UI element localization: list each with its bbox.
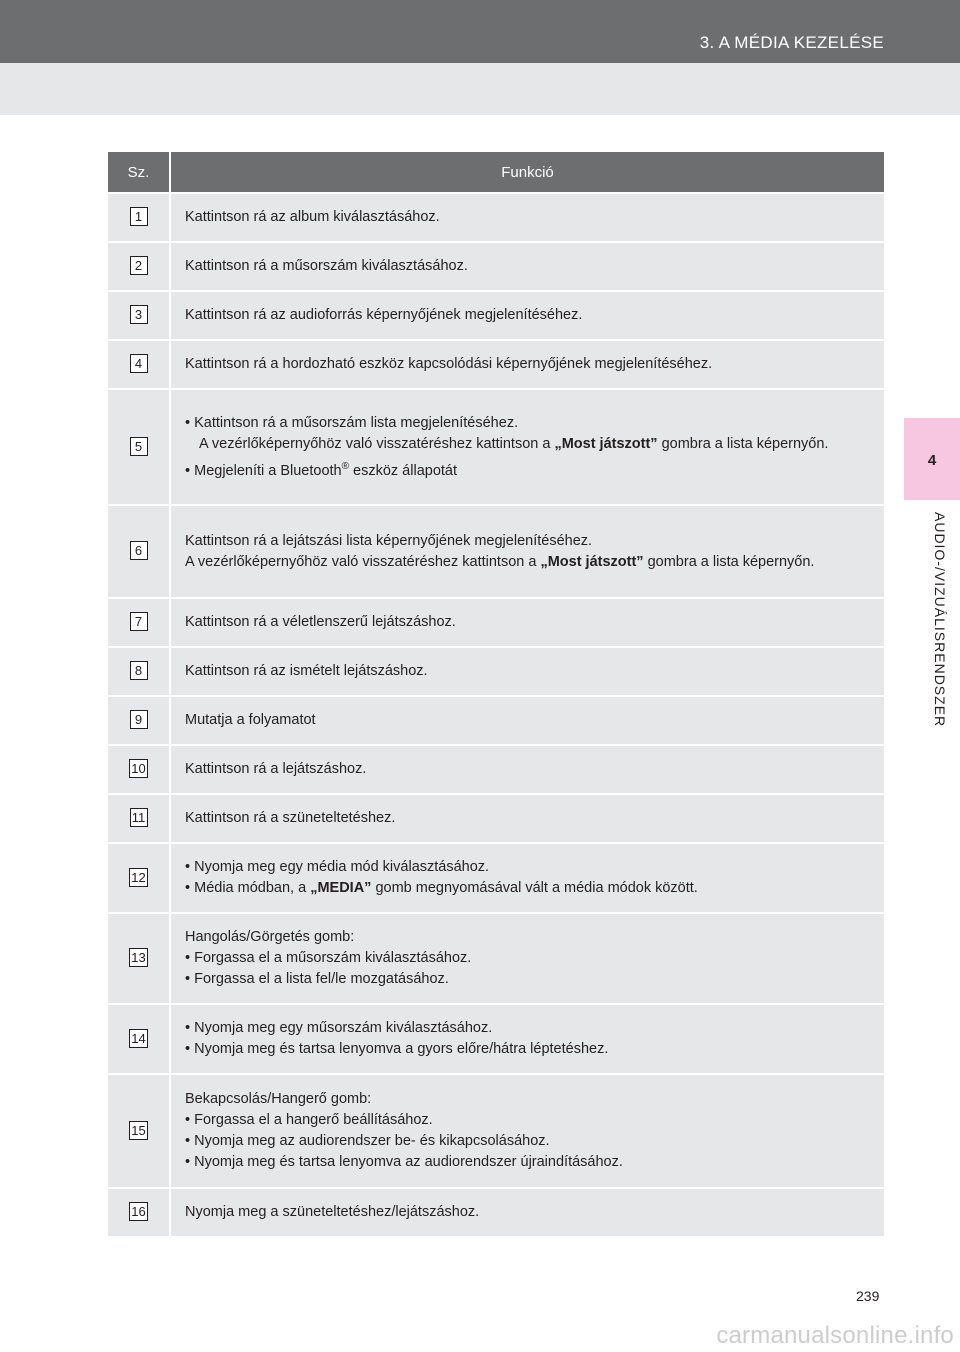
row-text: Nyomja meg a szüneteltetéshez/lejátszáshoz. xyxy=(185,1204,480,1220)
bullet-item: • Forgassa el a lista fel/le mozgatásához. xyxy=(185,971,449,987)
row-number-badge: 10 xyxy=(131,761,146,776)
table-row xyxy=(108,505,884,598)
row-number-badge: 6 xyxy=(130,541,148,560)
bullet-item: • Nyomja meg és tartsa lenyomva a gyors előre/hátra léptetéshez. xyxy=(185,1041,609,1057)
row-number-badge: 9 xyxy=(130,710,148,729)
function-table xyxy=(108,152,884,1236)
chapter-number: 4 xyxy=(927,452,937,469)
watermark: carmanualsonline.info xyxy=(716,1322,954,1349)
table-row xyxy=(108,913,884,1004)
row-number-badge: 14 xyxy=(131,1030,146,1046)
bullet-item: • Média módban, a „MEDIA” gomb megnyomásával vált a média módok között. xyxy=(185,880,698,896)
table-row xyxy=(108,242,884,291)
chapter-label: AUDIO-/VIZUÁLISRENDSZER xyxy=(932,512,948,728)
row-number-badge: 4 xyxy=(130,354,148,373)
row-number-badge: 8 xyxy=(130,661,148,680)
bullet-item: • Nyomja meg az audiorendszer be- és kikapcsolásához. xyxy=(185,1133,550,1149)
row-text-continued: A vezérlőképernyőhöz való visszatéréshez kattintson a „Most játszott” gombra a lista képernyőn. xyxy=(185,553,815,570)
table-row xyxy=(108,193,884,242)
bullet-item: • Forgassa el a hangerő beállításához. xyxy=(185,1112,433,1128)
page-number: 239 xyxy=(856,1288,880,1304)
row-number-badge: 15 xyxy=(131,1122,146,1138)
column-header-function: Funkció xyxy=(170,152,884,193)
header-bar xyxy=(0,0,960,63)
row-text: Kattintson rá az album kiválasztásához. xyxy=(185,209,440,225)
bullet-item: • Nyomja meg egy műsorszám kiválasztásához. xyxy=(185,1020,493,1036)
header-subbar xyxy=(0,63,960,115)
table-row xyxy=(108,696,884,745)
row-text: Kattintson rá a véletlenszerű lejátszáshoz. xyxy=(185,614,456,630)
row-number-badge: 5 xyxy=(130,437,148,456)
row-number-badge: 13 xyxy=(131,950,146,965)
table-header-row xyxy=(108,152,884,193)
section-title: 3. A MÉDIA KEZELÉSE xyxy=(699,33,884,52)
bullet-item: • Forgassa el a műsorszám kiválasztásához. xyxy=(185,950,472,966)
bullet-continuation: A vezérlőképernyőhöz való visszatéréshez kattintson a „Most játszott” gombra a lista képernyőn. xyxy=(199,435,829,452)
table-row xyxy=(108,1004,884,1074)
row-text: Kattintson rá a lejátszáshoz. xyxy=(185,761,367,777)
row-text: Kattintson rá az ismételt lejátszáshoz. xyxy=(185,663,428,679)
row-text: Kattintson rá a lejátszási lista képernyőjének megjelenítéséhez. xyxy=(185,532,593,549)
row-number-badge: 7 xyxy=(130,612,148,631)
row-number-badge: 2 xyxy=(130,256,148,275)
row-number-badge: 16 xyxy=(131,1204,146,1219)
row-number-badge: 12 xyxy=(131,869,146,885)
row-number-badge: 1 xyxy=(130,207,148,226)
row-intro: Hangolás/Görgetés gomb: xyxy=(185,929,355,945)
table-row xyxy=(108,389,884,505)
bullet-item: • Nyomja meg egy média mód kiválasztásához. xyxy=(185,859,490,875)
table-row xyxy=(108,598,884,647)
row-text: Kattintson rá a szüneteltetéshez. xyxy=(185,810,396,826)
table-row xyxy=(108,291,884,340)
column-header-number: Sz. xyxy=(108,152,170,193)
table-row xyxy=(108,843,884,913)
table-row xyxy=(108,340,884,389)
bullet-item: • Kattintson rá a műsorszám lista megjelenítéséhez. xyxy=(185,414,519,431)
row-text: Kattintson rá az audioforrás képernyőjének megjelenítéséhez. xyxy=(185,307,583,323)
table-row xyxy=(108,1074,884,1188)
row-text: Mutatja a folyamatot xyxy=(185,712,316,728)
chapter-tab xyxy=(904,418,960,500)
row-number-badge: 3 xyxy=(130,305,148,324)
table-row xyxy=(108,794,884,843)
bullet-item: • Megjeleníti a Bluetooth® eszköz állapotát xyxy=(185,460,458,479)
row-intro: Bekapcsolás/Hangerő gomb: xyxy=(185,1091,372,1107)
table-row xyxy=(108,745,884,794)
table-row xyxy=(108,1188,884,1236)
row-text: Kattintson rá a hordozható eszköz kapcsolódási képernyőjének megjelenítéséhez. xyxy=(185,356,713,372)
table-row xyxy=(108,647,884,696)
row-text: Kattintson rá a műsorszám kiválasztásához. xyxy=(185,258,468,274)
row-number-badge: 11 xyxy=(130,808,148,827)
bullet-item: • Nyomja meg és tartsa lenyomva az audiorendszer újraindításához. xyxy=(185,1154,623,1170)
